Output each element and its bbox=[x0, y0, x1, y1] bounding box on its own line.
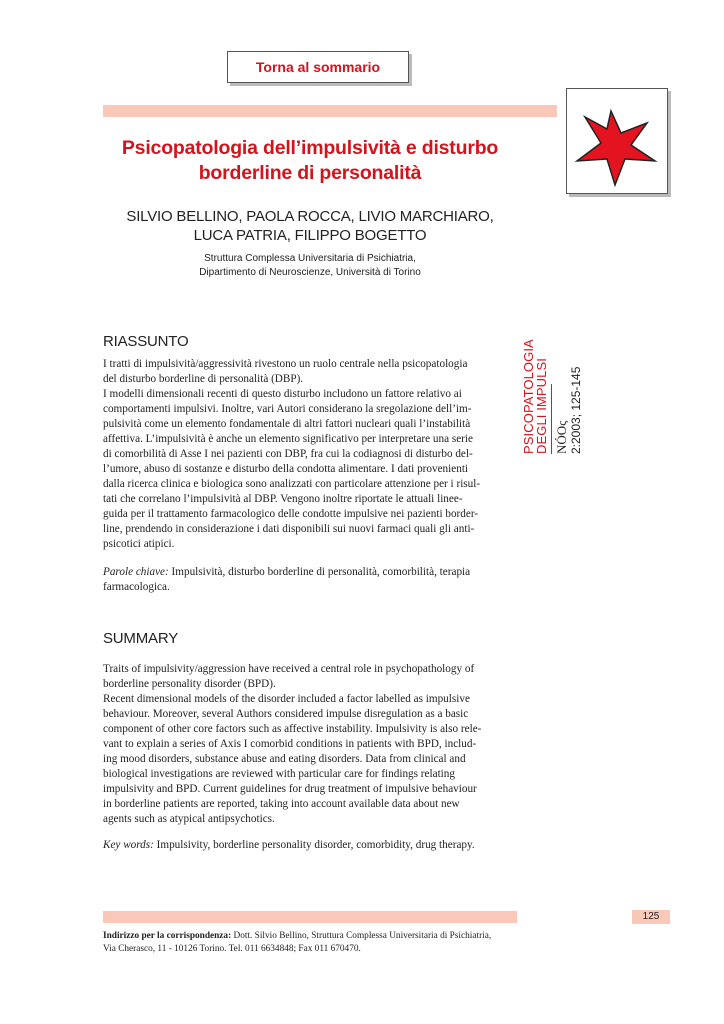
authors-line-1: SILVIO BELLINO, PAOLA ROCCA, LIVIO MARCHIARO, bbox=[126, 208, 494, 225]
riassunto-line: comportamenti impulsivi. Inoltre, vari Autori considerano la sregolazione dell’im- bbox=[103, 403, 472, 415]
summary-line: vant to explain a series of Axis I comorbid conditions in patients with BPD, includ- bbox=[103, 738, 477, 750]
red-star-icon bbox=[567, 89, 667, 193]
parole-chiave-line-2: farmacologica. bbox=[103, 581, 170, 593]
summary-line: component of other core factors such as affective instability. Impulsivity is also rele- bbox=[103, 723, 482, 735]
journal-name-line-1: PSICOPATOLOGIA bbox=[521, 339, 536, 454]
correspondence-label: Indirizzo per la corrispondenza: bbox=[103, 931, 232, 941]
journal-sidebar bbox=[522, 296, 618, 454]
summary-line: impulsivity and BPD. Current guidelines for drug treatment of impulsive behaviour bbox=[103, 783, 477, 795]
summary-line: in borderline patients are reported, taking into account available data about new bbox=[103, 798, 460, 810]
summary-text bbox=[103, 662, 517, 827]
parole-chiave bbox=[103, 565, 517, 595]
riassunto-line: l’umore, abuso di sostanze e disturbo della condotta alimentare. I dati provenienti bbox=[103, 463, 469, 475]
key-words-text: Impulsivity, borderline personality disorder, comorbidity, drug therapy. bbox=[156, 839, 475, 851]
journal-logo bbox=[566, 88, 668, 194]
back-to-contents-button[interactable]: Torna al sommario bbox=[227, 51, 409, 83]
affiliation bbox=[103, 252, 517, 280]
sidebar-rule bbox=[551, 384, 552, 454]
article-title bbox=[103, 136, 517, 186]
riassunto-line: dalla ricerca clinica e biologica sono analizzati con particolare attenzione per i risul- bbox=[103, 478, 481, 490]
header-band bbox=[103, 105, 557, 117]
summary-heading: SUMMARY bbox=[103, 630, 178, 647]
riassunto-line: affettiva. L’impulsività è anche un elemento significativo per interpretare una serie bbox=[103, 433, 473, 445]
page-number: 125 bbox=[632, 910, 670, 924]
riassunto-line: line, prendendo in considerazione i dati disponibili sui nuovi farmaci quali gli anti- bbox=[103, 523, 475, 535]
key-words-label: Key words: bbox=[103, 839, 154, 851]
summary-line: biological investigations are reviewed with particular care for findings relating bbox=[103, 768, 455, 780]
affiliation-line-2: Dipartimento di Neuroscienze, Università di Torino bbox=[199, 267, 421, 278]
riassunto-line: I modelli dimensionali recenti di questo disturbo includono un fattore relativo ai bbox=[103, 388, 462, 400]
riassunto-line: del disturbo borderline di personalità (DBP). bbox=[103, 373, 304, 385]
riassunto-line: guida per il trattamento farmacologico delle condotte impulsive nei pazienti border- bbox=[103, 508, 479, 520]
authors bbox=[103, 207, 517, 245]
riassunto-heading: RIASSUNTO bbox=[103, 333, 189, 350]
summary-line: Recent dimensional models of the disorder included a factor labelled as impulsive bbox=[103, 693, 470, 705]
summary-line: Traits of impulsivity/aggression have received a central role in psychopathology of bbox=[103, 663, 475, 675]
riassunto-line: psicotici atipici. bbox=[103, 538, 175, 550]
riassunto-line: di comorbilità di Asse I nei pazienti con DBP, fra cui la codiagnosi di disturbo del- bbox=[103, 448, 473, 460]
correspondence-line-2: Via Cherasco, 11 - 10126 Torino. Tel. 011 6634848; Fax 011 670470. bbox=[103, 943, 361, 954]
riassunto-line: pulsività come un elemento fondamentale di altri fattori nucleari quali l’instabilità bbox=[103, 418, 471, 430]
affiliation-line-1: Struttura Complessa Universitaria di Psichiatria, bbox=[204, 253, 416, 264]
correspondence-line-1: Dott. Silvio Bellino, Struttura Complessa Universitaria di Psichiatria, bbox=[233, 931, 492, 941]
footer-band bbox=[103, 911, 517, 923]
title-line-2: borderline di personalità bbox=[198, 162, 422, 184]
title-line-1: Psicopatologia dell’impulsività e disturbo bbox=[121, 137, 499, 159]
summary-line: behaviour. Moreover, several Authors considered impulse disregulation as a basic bbox=[103, 708, 469, 720]
riassunto-line: I tratti di impulsività/aggressività rivestono un ruolo centrale nella psicopatologia bbox=[103, 358, 468, 370]
summary-line: agents such as atypical antipsychotics. bbox=[103, 813, 275, 825]
publisher-name: NÓOς bbox=[554, 420, 569, 454]
correspondence-note bbox=[103, 930, 533, 955]
issue-reference: 2:2003; 125-145 bbox=[569, 366, 583, 454]
summary-line: borderline personality disorder (BPD). bbox=[103, 678, 276, 690]
riassunto-line: tati che correlano l’impulsività al DBP. Vengono inoltre riportate le attuali linee- bbox=[103, 493, 463, 505]
summary-line: ing mood disorders, substance abuse and eating disorders. Data from clinical and bbox=[103, 753, 466, 765]
riassunto-text bbox=[103, 357, 517, 552]
journal-name-line-2: DEGLI IMPULSI bbox=[534, 358, 549, 454]
key-words bbox=[103, 838, 517, 853]
parole-chiave-line-1: Impulsività, disturbo borderline di personalità, comorbilità, terapia bbox=[171, 566, 471, 578]
authors-line-2: LUCA PATRIA, FILIPPO BOGETTO bbox=[193, 227, 427, 244]
parole-chiave-label: Parole chiave: bbox=[103, 566, 169, 578]
